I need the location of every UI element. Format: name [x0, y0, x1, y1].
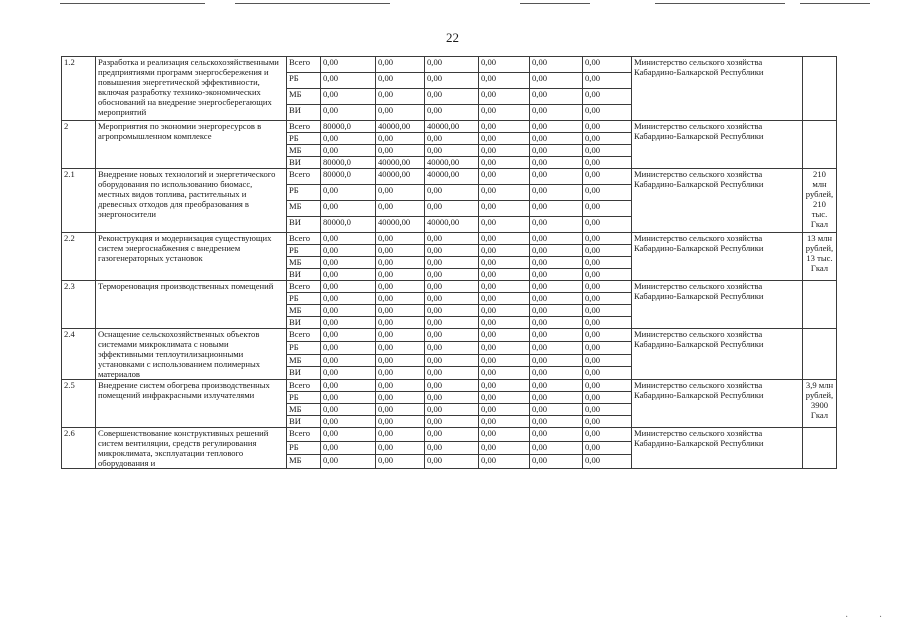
funding-value: 0,00 — [530, 341, 583, 354]
row-number: 2.5 — [62, 380, 96, 428]
funding-source: РБ — [287, 245, 321, 257]
table-row — [62, 121, 837, 133]
expected-indicator — [803, 121, 837, 169]
funding-value: 0,00 — [479, 257, 530, 269]
funding-value: 0,00 — [583, 341, 632, 354]
responsible-ministry: Министерство сельского хозяйства Кабардино-Балкарской Республики — [632, 169, 803, 233]
funding-value: 40000,00 — [425, 169, 479, 185]
funding-value: 0,00 — [530, 245, 583, 257]
funding-value: 0,00 — [479, 354, 530, 367]
responsible-ministry: Министерство сельского хозяйства Кабардино-Балкарской Республики — [632, 380, 803, 428]
funding-value: 0,00 — [479, 121, 530, 133]
funding-value: 0,00 — [425, 341, 479, 354]
funding-value: 0,00 — [376, 317, 425, 329]
scan-marks: · · — [845, 612, 897, 623]
funding-value: 0,00 — [479, 73, 530, 89]
funding-value: 0,00 — [583, 404, 632, 416]
funding-value: 0,00 — [376, 257, 425, 269]
funding-value: 0,00 — [530, 416, 583, 428]
funding-value: 0,00 — [530, 217, 583, 233]
expected-indicator: 210 млн рублей, 210 тыс. Гкал — [803, 169, 837, 233]
funding-value: 0,00 — [321, 245, 376, 257]
funding-value: 0,00 — [530, 73, 583, 89]
funding-value: 0,00 — [321, 455, 376, 469]
responsible-ministry: Министерство сельского хозяйства Кабардино-Балкарской Республики — [632, 121, 803, 169]
funding-value: 0,00 — [376, 455, 425, 469]
funding-value: 0,00 — [376, 269, 425, 281]
funding-value: 0,00 — [530, 257, 583, 269]
funding-value: 0,00 — [376, 392, 425, 404]
funding-value: 0,00 — [425, 57, 479, 73]
funding-value: 0,00 — [376, 201, 425, 217]
program-measures-table — [61, 56, 837, 469]
table-row — [62, 57, 837, 73]
funding-value: 0,00 — [321, 367, 376, 380]
funding-value: 40000,00 — [376, 157, 425, 169]
table-body — [62, 57, 837, 469]
expected-indicator — [803, 329, 837, 380]
funding-value: 0,00 — [530, 329, 583, 342]
funding-source: МБ — [287, 89, 321, 105]
funding-value: 0,00 — [530, 441, 583, 455]
funding-value: 0,00 — [479, 367, 530, 380]
funding-value: 0,00 — [479, 233, 530, 245]
funding-value: 0,00 — [479, 157, 530, 169]
funding-value: 0,00 — [583, 317, 632, 329]
funding-value: 80000,0 — [321, 217, 376, 233]
funding-value: 0,00 — [530, 281, 583, 293]
table-row — [62, 329, 837, 342]
funding-value: 80000,0 — [321, 121, 376, 133]
table-row — [62, 281, 837, 293]
funding-value: 0,00 — [583, 233, 632, 245]
funding-value: 0,00 — [530, 428, 583, 442]
funding-value: 0,00 — [321, 233, 376, 245]
expected-indicator — [803, 281, 837, 329]
funding-value: 40000,00 — [376, 217, 425, 233]
funding-value: 0,00 — [376, 329, 425, 342]
measure-name: Реконструкция и модернизация существующих систем энергоснабжения с внедрением газогенераторных установок — [96, 233, 287, 281]
funding-value: 0,00 — [530, 157, 583, 169]
funding-value: 0,00 — [583, 293, 632, 305]
funding-value: 0,00 — [583, 185, 632, 201]
funding-value: 0,00 — [425, 367, 479, 380]
funding-value: 0,00 — [376, 293, 425, 305]
funding-value: 0,00 — [425, 281, 479, 293]
funding-value: 0,00 — [479, 145, 530, 157]
funding-value: 0,00 — [530, 169, 583, 185]
funding-value: 0,00 — [425, 245, 479, 257]
funding-value: 0,00 — [479, 380, 530, 392]
funding-value: 0,00 — [425, 329, 479, 342]
funding-value: 0,00 — [479, 281, 530, 293]
funding-source: РБ — [287, 341, 321, 354]
measure-name: Термореновация производственных помещений — [96, 281, 287, 329]
funding-value: 0,00 — [376, 367, 425, 380]
funding-value: 0,00 — [376, 281, 425, 293]
funding-value: 0,00 — [583, 441, 632, 455]
funding-value: 0,00 — [425, 145, 479, 157]
top-scan-rules — [0, 0, 905, 8]
row-number: 2.3 — [62, 281, 96, 329]
funding-value: 0,00 — [530, 233, 583, 245]
responsible-ministry: Министерство сельского хозяйства Кабардино-Балкарской Республики — [632, 281, 803, 329]
funding-value: 0,00 — [479, 341, 530, 354]
responsible-ministry: Министерство сельского хозяйства Кабардино-Балкарской Республики — [632, 428, 803, 469]
funding-value: 0,00 — [376, 133, 425, 145]
funding-value: 0,00 — [321, 341, 376, 354]
funding-value: 0,00 — [376, 404, 425, 416]
funding-value: 0,00 — [530, 201, 583, 217]
funding-source: РБ — [287, 73, 321, 89]
funding-value: 80000,0 — [321, 157, 376, 169]
funding-value: 0,00 — [479, 105, 530, 121]
funding-source: МБ — [287, 257, 321, 269]
funding-source: ВИ — [287, 157, 321, 169]
funding-value: 0,00 — [583, 157, 632, 169]
funding-value: 0,00 — [530, 269, 583, 281]
expected-indicator: 13 млн рублей, 13 тыс. Гкал — [803, 233, 837, 281]
funding-value: 0,00 — [479, 455, 530, 469]
funding-value: 0,00 — [376, 341, 425, 354]
funding-value: 0,00 — [376, 380, 425, 392]
funding-value: 0,00 — [530, 354, 583, 367]
funding-source: ВИ — [287, 416, 321, 428]
funding-value: 0,00 — [583, 354, 632, 367]
funding-value: 0,00 — [376, 245, 425, 257]
funding-value: 0,00 — [425, 257, 479, 269]
funding-value: 0,00 — [321, 293, 376, 305]
funding-value: 0,00 — [479, 217, 530, 233]
funding-value: 0,00 — [425, 317, 479, 329]
table-row — [62, 169, 837, 185]
funding-value: 0,00 — [321, 201, 376, 217]
funding-value: 0,00 — [583, 428, 632, 442]
funding-value: 0,00 — [479, 392, 530, 404]
funding-value: 0,00 — [376, 145, 425, 157]
funding-source: МБ — [287, 404, 321, 416]
funding-value: 40000,00 — [425, 121, 479, 133]
funding-value: 0,00 — [425, 269, 479, 281]
funding-value: 0,00 — [479, 416, 530, 428]
funding-value: 0,00 — [425, 185, 479, 201]
funding-value: 0,00 — [425, 428, 479, 442]
funding-value: 0,00 — [321, 145, 376, 157]
funding-source: Всего — [287, 380, 321, 392]
funding-value: 0,00 — [583, 133, 632, 145]
funding-source: ВИ — [287, 367, 321, 380]
responsible-ministry: Министерство сельского хозяйства Кабардино-Балкарской Республики — [632, 233, 803, 281]
funding-source: Всего — [287, 233, 321, 245]
funding-value: 0,00 — [530, 133, 583, 145]
funding-source: МБ — [287, 305, 321, 317]
measure-name: Оснащение сельскохозяйственных объектов системами микроклимата с новыми эффективными теплоутилизационными установками с использованием полимерных материалов — [96, 329, 287, 380]
funding-value: 0,00 — [583, 257, 632, 269]
row-number: 2 — [62, 121, 96, 169]
funding-source: Всего — [287, 329, 321, 342]
funding-value: 0,00 — [583, 367, 632, 380]
funding-value: 0,00 — [479, 185, 530, 201]
measure-name: Внедрение новых технологий и энергетического оборудования по использованию биомасс, местных видов топлива, растительных и древесных отходов для преобразования в энергоносители — [96, 169, 287, 233]
funding-value: 0,00 — [376, 105, 425, 121]
funding-source: МБ — [287, 354, 321, 367]
funding-value: 0,00 — [530, 185, 583, 201]
funding-value: 0,00 — [530, 145, 583, 157]
funding-value: 0,00 — [321, 329, 376, 342]
funding-value: 0,00 — [376, 441, 425, 455]
funding-value: 0,00 — [479, 133, 530, 145]
funding-value: 0,00 — [425, 293, 479, 305]
measure-name: Мероприятия по экономии энергоресурсов в агропромышленном комплексе — [96, 121, 287, 169]
funding-value: 0,00 — [425, 455, 479, 469]
funding-value: 0,00 — [321, 89, 376, 105]
funding-source: ВИ — [287, 105, 321, 121]
funding-value: 0,00 — [321, 392, 376, 404]
funding-value: 0,00 — [530, 305, 583, 317]
funding-value: 0,00 — [321, 441, 376, 455]
funding-value: 0,00 — [479, 293, 530, 305]
funding-value: 0,00 — [321, 73, 376, 89]
funding-value: 0,00 — [583, 57, 632, 73]
funding-value: 0,00 — [321, 281, 376, 293]
funding-value: 0,00 — [376, 305, 425, 317]
funding-value: 0,00 — [321, 257, 376, 269]
funding-value: 0,00 — [583, 392, 632, 404]
funding-value: 0,00 — [321, 380, 376, 392]
funding-value: 0,00 — [583, 105, 632, 121]
funding-value: 0,00 — [530, 105, 583, 121]
funding-value: 0,00 — [321, 57, 376, 73]
measure-name: Совершенствование конструктивных решений систем вентиляции, средств регулирования микроклимата, эксплуатации теплового оборудования и — [96, 428, 287, 469]
funding-value: 0,00 — [479, 428, 530, 442]
measure-name: Внедрение систем обогрева производственных помещений инфракрасными излучателями — [96, 380, 287, 428]
funding-value: 0,00 — [321, 185, 376, 201]
funding-source: РБ — [287, 185, 321, 201]
funding-source: РБ — [287, 441, 321, 455]
row-number: 2.1 — [62, 169, 96, 233]
funding-value: 0,00 — [321, 354, 376, 367]
funding-value: 0,00 — [479, 404, 530, 416]
funding-value: 0,00 — [425, 105, 479, 121]
funding-value: 0,00 — [479, 305, 530, 317]
table-row — [62, 428, 837, 442]
funding-value: 40000,00 — [425, 217, 479, 233]
funding-value: 0,00 — [376, 185, 425, 201]
funding-value: 0,00 — [583, 416, 632, 428]
funding-value: 0,00 — [321, 317, 376, 329]
funding-value: 0,00 — [530, 317, 583, 329]
funding-source: Всего — [287, 57, 321, 73]
funding-source: ВИ — [287, 317, 321, 329]
measure-name: Разработка и реализация сельскохозяйственными предприятиями программ энергосбережения и повышения энергетической эффективности, включая разработку технико-экономических обоснований на внедрение энергосберегающих мероприятий — [96, 57, 287, 121]
funding-value: 0,00 — [530, 367, 583, 380]
funding-value: 0,00 — [321, 105, 376, 121]
funding-source: Всего — [287, 121, 321, 133]
table-row — [62, 380, 837, 392]
funding-source: МБ — [287, 455, 321, 469]
funding-value: 0,00 — [479, 89, 530, 105]
funding-source: РБ — [287, 293, 321, 305]
funding-value: 0,00 — [321, 305, 376, 317]
funding-value: 0,00 — [376, 57, 425, 73]
funding-value: 0,00 — [425, 89, 479, 105]
responsible-ministry: Министерство сельского хозяйства Кабардино-Балкарской Республики — [632, 57, 803, 121]
funding-value: 0,00 — [479, 269, 530, 281]
funding-value: 40000,00 — [376, 121, 425, 133]
funding-value: 0,00 — [425, 441, 479, 455]
funding-value: 0,00 — [376, 354, 425, 367]
row-number: 2.2 — [62, 233, 96, 281]
funding-value: 0,00 — [583, 121, 632, 133]
funding-source: МБ — [287, 201, 321, 217]
funding-value: 40000,00 — [376, 169, 425, 185]
funding-value: 0,00 — [321, 269, 376, 281]
funding-value: 0,00 — [583, 380, 632, 392]
funding-value: 0,00 — [530, 404, 583, 416]
funding-value: 0,00 — [583, 245, 632, 257]
funding-value: 0,00 — [479, 169, 530, 185]
funding-value: 0,00 — [583, 269, 632, 281]
funding-value: 0,00 — [583, 201, 632, 217]
funding-value: 0,00 — [583, 73, 632, 89]
funding-value: 0,00 — [530, 392, 583, 404]
funding-value: 0,00 — [376, 416, 425, 428]
funding-value: 0,00 — [425, 73, 479, 89]
funding-source: Всего — [287, 169, 321, 185]
funding-value: 0,00 — [583, 281, 632, 293]
funding-value: 0,00 — [425, 404, 479, 416]
responsible-ministry: Министерство сельского хозяйства Кабардино-Балкарской Республики — [632, 329, 803, 380]
page-number: 22 — [446, 30, 459, 45]
expected-indicator — [803, 428, 837, 469]
funding-value: 0,00 — [425, 416, 479, 428]
funding-value: 0,00 — [583, 89, 632, 105]
row-number: 1.2 — [62, 57, 96, 121]
funding-source: ВИ — [287, 269, 321, 281]
funding-value: 80000,0 — [321, 169, 376, 185]
funding-value: 0,00 — [530, 293, 583, 305]
funding-source: МБ — [287, 145, 321, 157]
funding-value: 0,00 — [425, 233, 479, 245]
funding-value: 0,00 — [321, 428, 376, 442]
funding-value: 0,00 — [425, 354, 479, 367]
funding-value: 0,00 — [530, 57, 583, 73]
funding-value: 0,00 — [530, 455, 583, 469]
funding-value: 0,00 — [425, 133, 479, 145]
funding-value: 0,00 — [321, 404, 376, 416]
funding-value: 40000,00 — [425, 157, 479, 169]
funding-value: 0,00 — [425, 305, 479, 317]
funding-value: 0,00 — [583, 305, 632, 317]
funding-value: 0,00 — [583, 169, 632, 185]
funding-source: Всего — [287, 428, 321, 442]
funding-source: РБ — [287, 392, 321, 404]
funding-value: 0,00 — [530, 121, 583, 133]
funding-value: 0,00 — [425, 392, 479, 404]
funding-value: 0,00 — [583, 329, 632, 342]
funding-value: 0,00 — [376, 428, 425, 442]
expected-indicator: 3,9 млн рублей, 3900 Гкал — [803, 380, 837, 428]
funding-value: 0,00 — [376, 89, 425, 105]
funding-value: 0,00 — [583, 145, 632, 157]
funding-value: 0,00 — [479, 245, 530, 257]
funding-value: 0,00 — [425, 201, 479, 217]
funding-source: РБ — [287, 133, 321, 145]
funding-value: 0,00 — [479, 57, 530, 73]
funding-value: 0,00 — [530, 89, 583, 105]
funding-value: 0,00 — [425, 380, 479, 392]
funding-value: 0,00 — [479, 317, 530, 329]
funding-source: Всего — [287, 281, 321, 293]
funding-value: 0,00 — [530, 380, 583, 392]
funding-value: 0,00 — [376, 73, 425, 89]
funding-value: 0,00 — [479, 329, 530, 342]
funding-value: 0,00 — [583, 217, 632, 233]
funding-value: 0,00 — [376, 233, 425, 245]
table-row — [62, 233, 837, 245]
funding-value: 0,00 — [321, 416, 376, 428]
funding-value: 0,00 — [479, 441, 530, 455]
funding-source: ВИ — [287, 217, 321, 233]
funding-value: 0,00 — [321, 133, 376, 145]
row-number: 2.6 — [62, 428, 96, 469]
row-number: 2.4 — [62, 329, 96, 380]
expected-indicator — [803, 57, 837, 121]
funding-value: 0,00 — [479, 201, 530, 217]
funding-value: 0,00 — [583, 455, 632, 469]
